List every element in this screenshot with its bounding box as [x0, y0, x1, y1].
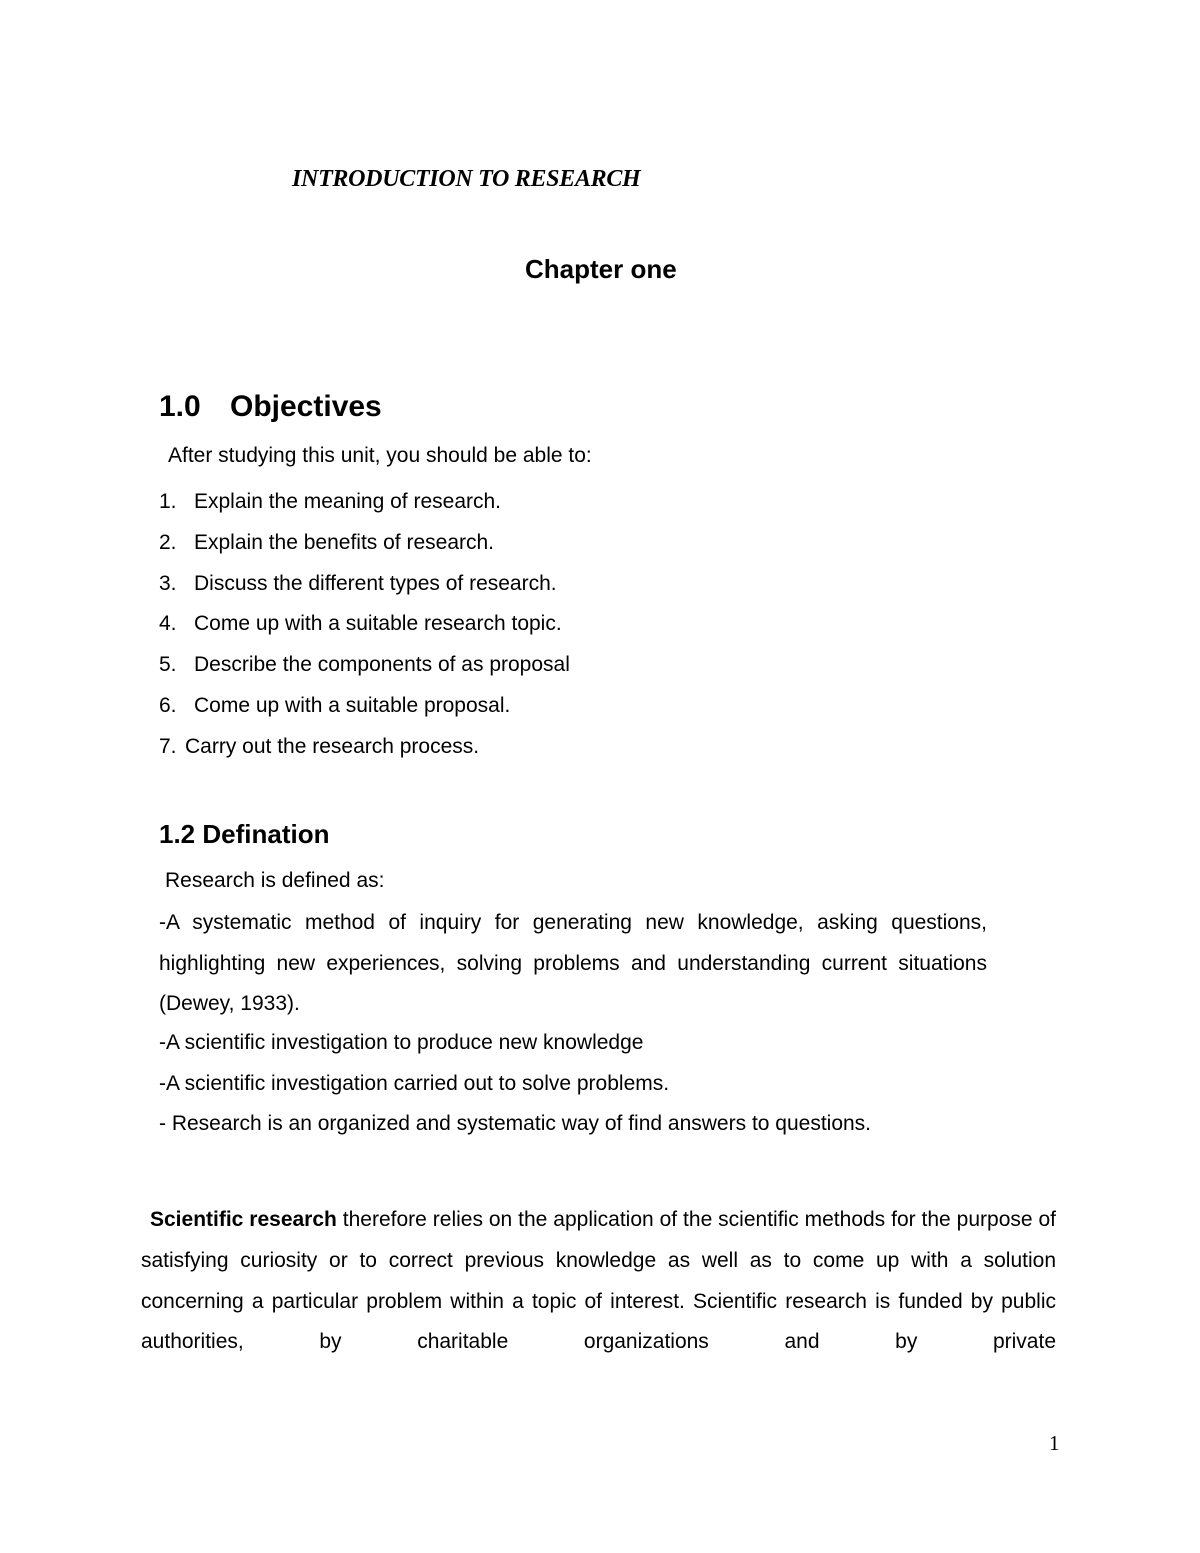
- definition-paragraph: -A systematic method of inquiry for generating new knowledge, asking questions, highlighting new experiences, solving problems and understanding current situations (Dewey, 1933).: [159, 911, 987, 1016]
- document-title: INTRODUCTION TO RESEARCH: [292, 166, 641, 192]
- definition-heading: 1.2 Defination: [159, 819, 330, 849]
- page-number: 1: [1049, 1431, 1060, 1455]
- list-item-text: Discuss the different types of research.: [194, 571, 557, 595]
- list-item: [159, 688, 570, 729]
- list-item-number: 3.: [159, 571, 177, 595]
- list-item-number: 4.: [159, 612, 177, 636]
- scientific-research-lead: Scientific research: [150, 1208, 337, 1231]
- list-item: [159, 484, 570, 525]
- objectives-intro: After studying this unit, you should be able to:: [168, 444, 592, 467]
- list-item-text: Come up with a suitable proposal.: [194, 693, 511, 717]
- list-item-number: 5.: [159, 653, 177, 677]
- list-item: [159, 729, 570, 770]
- list-item-text: Describe the components of as proposal: [194, 653, 570, 677]
- list-item: -A scientific investigation to produce new knowledge: [159, 1031, 644, 1054]
- definition-intro: Research is defined as:: [165, 869, 385, 892]
- list-item: [159, 647, 570, 688]
- list-item-number: 7.: [159, 734, 177, 758]
- objectives-section-number: 1.0: [159, 390, 201, 423]
- list-item-text: Come up with a suitable research topic.: [194, 612, 562, 636]
- list-item: -A scientific investigation carried out to solve problems.: [159, 1071, 670, 1095]
- chapter-heading: Chapter one: [525, 254, 677, 284]
- list-item: [159, 606, 570, 647]
- scientific-research-body: therefore relies on the application of the scientific methods for the purpose of satisfying curiosity or to correct previous knowledge as well as to come up with a solution concerning a particular problem within a topic of interest. Scientific research is funded by public authorities, by charitable organizations and by private: [141, 1208, 1056, 1354]
- definition-list: [159, 1025, 871, 1147]
- scientific-research-paragraph: [141, 1200, 1056, 1363]
- objectives-list: [159, 484, 570, 770]
- list-item: - Research is an organized and systematic way of find answers to questions.: [159, 1112, 872, 1136]
- objectives-heading: [159, 390, 382, 424]
- list-item-number: 6.: [159, 693, 177, 717]
- list-item-number: 1.: [159, 490, 177, 513]
- list-item-number: 2.: [159, 530, 177, 554]
- list-item-text: Carry out the research process.: [185, 734, 480, 758]
- list-item-text: Explain the benefits of research.: [194, 530, 495, 554]
- list-item: [159, 525, 570, 566]
- list-item: [159, 566, 570, 607]
- list-item-text: Explain the meaning of research.: [194, 490, 502, 513]
- objectives-section-title: Objectives: [230, 390, 382, 423]
